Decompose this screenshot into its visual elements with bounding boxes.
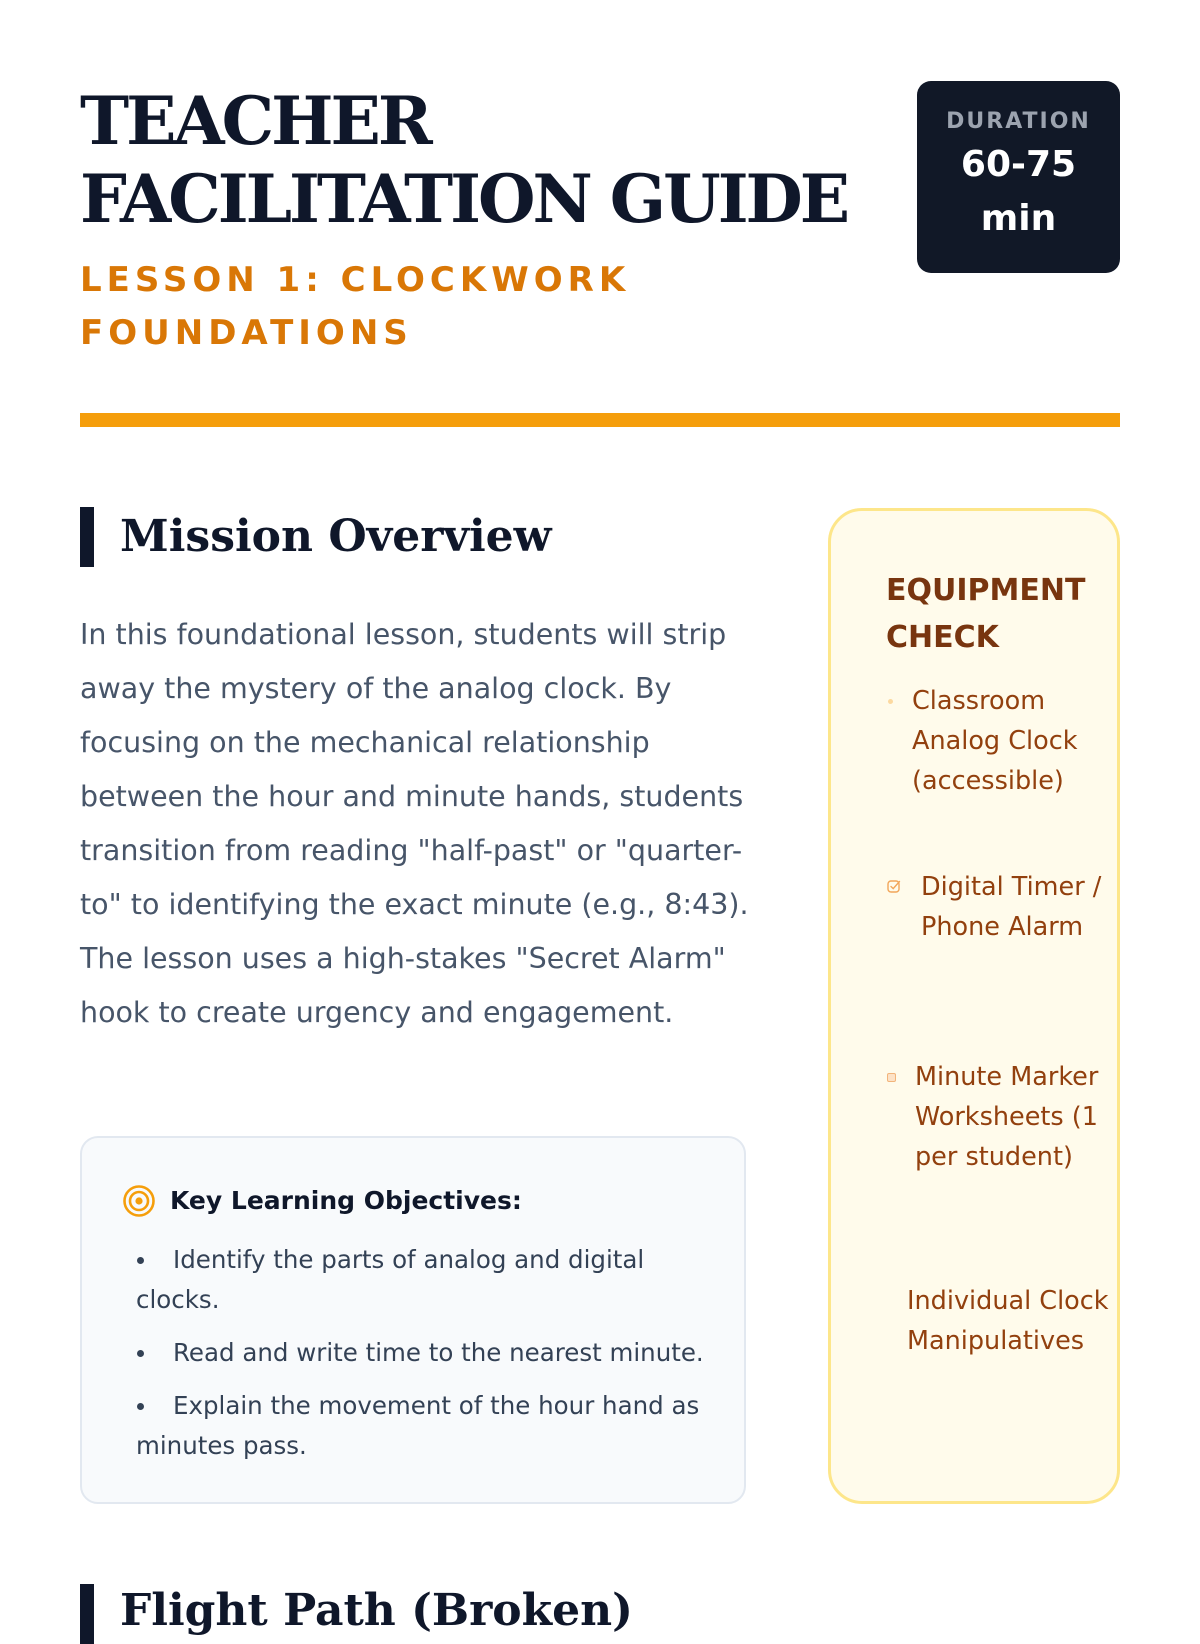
target-icon [122,1184,156,1218]
header-divider [80,413,1120,427]
equipment-item-label: Minute Marker Worksheets (1 per student) [915,1062,1099,1172]
objectives-heading: Key Learning Objectives: [170,1186,522,1215]
mission-overview-text: In this foundational lesson, students will strip away the mystery of the analog clock. By focusing on the mechanical relationship between the hour and minute hands, students transition from reading "half-past" or "quarter-to" to identifying the exact minute (e.g., 8:43). The lesson uses a high-stakes "Secret Alarm" hook to create urgency and engagement. [80,618,749,1029]
equipment-check-card [828,508,1120,1504]
equipment-item-worksheets [886,1057,1106,1177]
objectives-list [136,1240,716,1479]
objective-item: Explain the movement of the hour hand as minutes pass. [136,1386,716,1466]
duration-badge [917,81,1120,273]
next-section-heading: Flight Path (Broken) [120,1585,633,1636]
equipment-item-label: Individual Clock Manipulatives [907,1286,1109,1356]
objective-item: Read and write time to the nearest minute. [136,1333,716,1373]
lesson-subtitle: LESSON 1: CLOCKWORK FOUNDATIONS [80,260,631,353]
section-accent-bar [80,1584,94,1644]
equipment-heading: EQUIPMENT CHECK [886,573,1086,655]
equipment-item-manipulatives [886,1281,1116,1361]
duration-label: DURATION [946,109,1091,134]
objective-item: Identify the parts of analog and digital clocks. [136,1240,716,1320]
section-accent-bar [80,507,94,567]
equipment-item-analog-clock [886,681,1106,801]
objectives-card [80,1136,746,1504]
dot-icon [888,699,893,704]
page-title: TEACHER FACILITATION GUIDE [80,82,848,238]
equipment-item-timer [886,867,1106,947]
timer-check-icon [886,878,902,894]
equipment-item-label: Classroom Analog Clock (accessible) [912,686,1078,796]
duration-value: 60-75 min [960,144,1077,239]
worksheet-icon [887,1073,896,1082]
mission-overview-heading: Mission Overview [120,511,552,562]
equipment-item-label: Digital Timer / Phone Alarm [921,872,1102,942]
